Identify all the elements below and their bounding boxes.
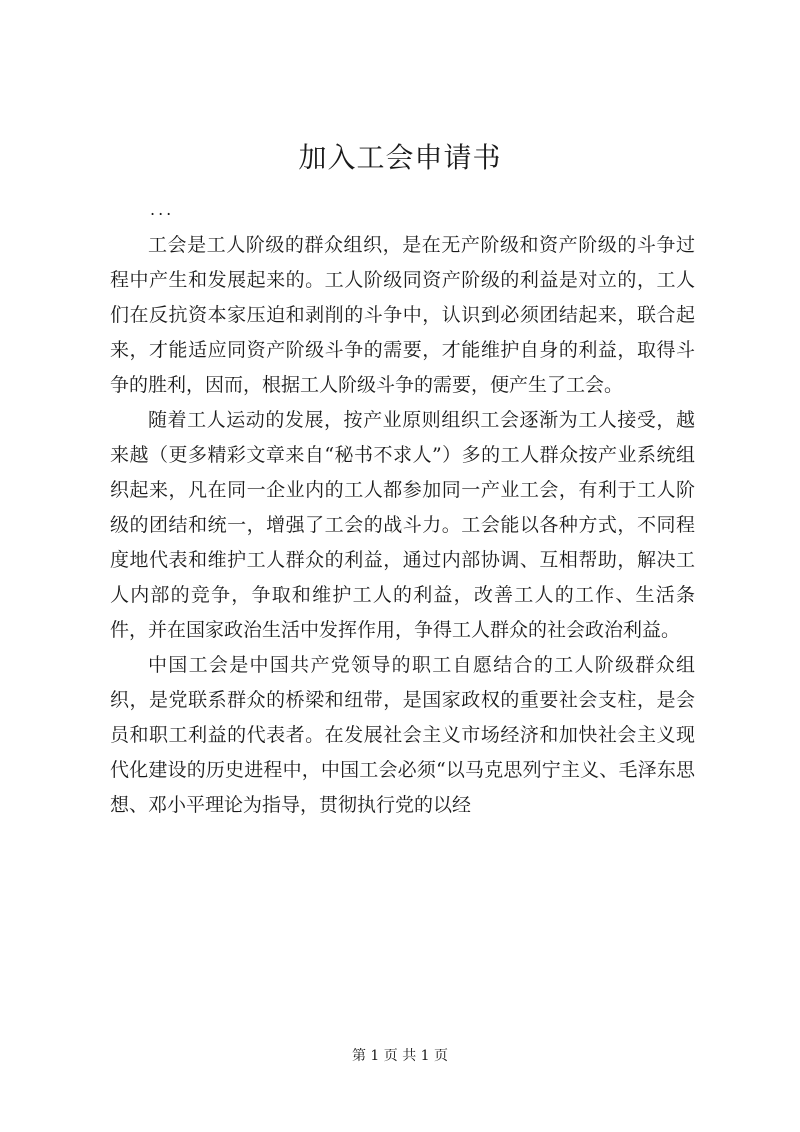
ellipsis-marker: ... [150,200,175,219]
paragraph-3: 中国工会是中国共产党领导的职工自愿结合的工人阶级群众组织，是党联系群众的桥梁和纽带，是国家政权的重要社会支柱，是会员和职工利益的代表者。在发展社会主义市场经济和加快社会主义现代化建设的历史进程中，中国工会必须“以马克思列宁主义、毛泽东思想、邓小平理论为指导，贯彻执行党的以经 [110,654,695,816]
paragraph-2: 随着工人运动的发展，按产业原则组织工会逐渐为工人接受，越来越（更多精彩文章来自“秘书不求人”）多的工人群众按产业系统组织起来，凡在同一企业内的工人都参加同一产业工会，有利于工人阶级的团结和统一，增强了工会的战斗力。工会能以各种方式，不同程度地代表和维护工人群众的利益，通过内部协调、互相帮助，解决工人内部的竞争，争取和维护工人的利益，改善工人的工作、生活条件，并在国家政治生活中发挥作用，争得工人群众的社会政治利益。 [110,409,695,641]
document-body [110,228,695,823]
paragraph-1: 工会是工人阶级的群众组织，是在无产阶级和资产阶级的斗争过程中产生和发展起来的。工人阶级同资产阶级的利益是对立的，工人们在反抗资本家压迫和剥削的斗争中，认识到必须团结起来，联合起来，才能适应同资产阶级斗争的需要，才能维护自身的利益，取得斗争的胜利，因而，根据工人阶级斗争的需要，便产生了工会。 [110,234,695,396]
document-title: 加入工会申请书 [298,141,502,174]
page-footer: 第 1 页 共 1 页 [351,1048,449,1064]
